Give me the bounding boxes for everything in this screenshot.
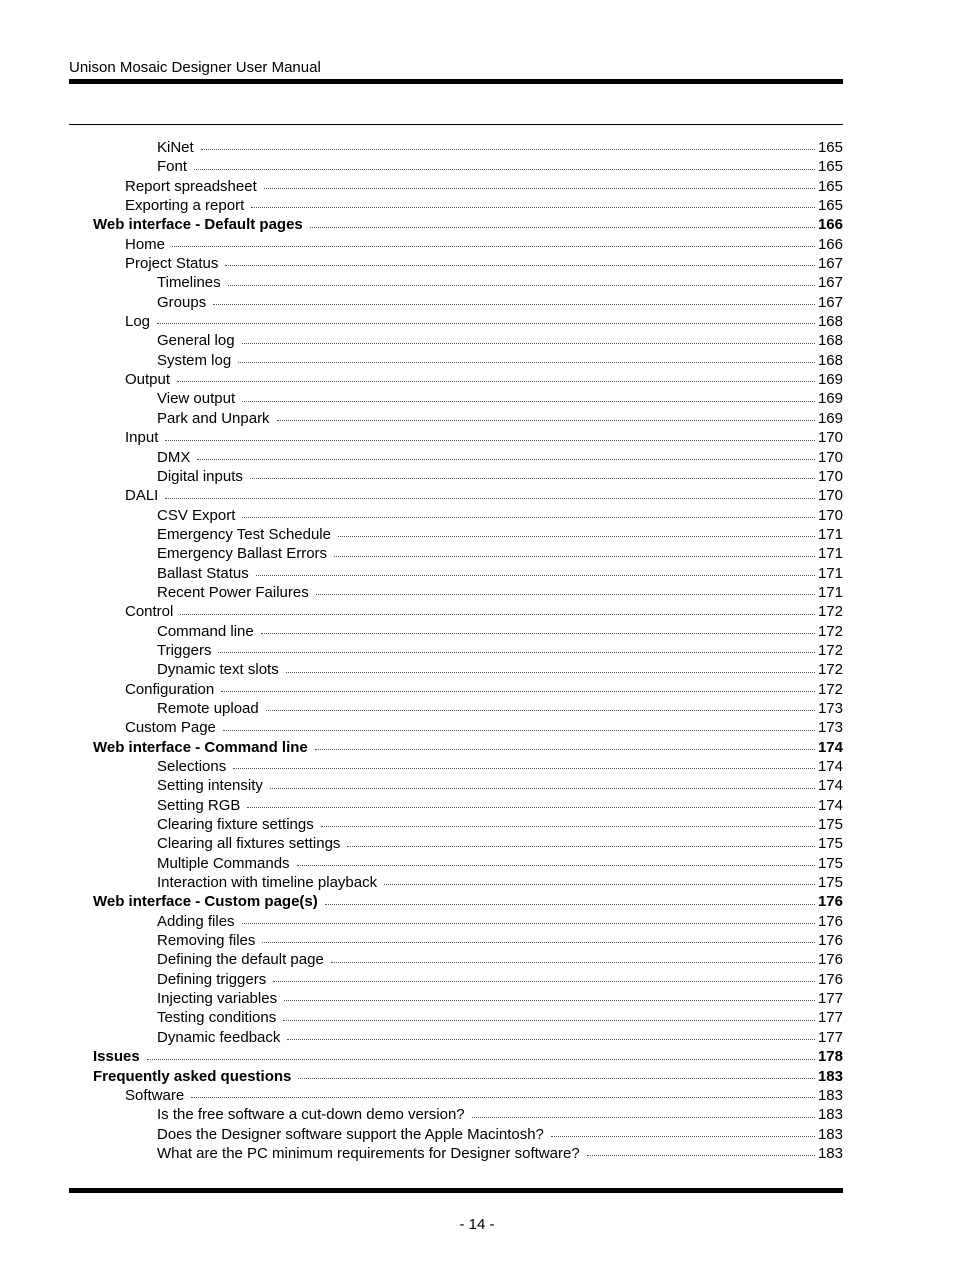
- toc-entry-label: Does the Designer software support the Apple Macintosh?: [157, 1125, 544, 1143]
- toc-entry-page: 177: [817, 1009, 843, 1027]
- toc-entry[interactable]: [0, 1125, 954, 1144]
- toc-entry-label: Custom Page: [125, 719, 216, 737]
- footer-rule: [69, 1188, 843, 1193]
- toc-entry-page: 167: [817, 255, 843, 273]
- toc-entry[interactable]: [0, 157, 954, 176]
- toc-entry-page: 165: [817, 197, 843, 215]
- toc-entry-page: 174: [817, 738, 843, 756]
- toc-entry-label: KiNet: [157, 139, 194, 156]
- toc-entry-page: 174: [817, 796, 843, 814]
- toc-entry[interactable]: [0, 467, 954, 486]
- toc-entry-label: Dynamic feedback: [157, 1028, 281, 1046]
- toc-entry-page: 178: [817, 1048, 843, 1066]
- toc-entry-page: 173: [817, 719, 843, 737]
- toc-entry-label: Removing files: [157, 932, 256, 950]
- toc-entry-page: 169: [817, 371, 843, 389]
- toc-entry-label: Park and Unpark: [157, 409, 270, 427]
- toc-entry[interactable]: [0, 1067, 954, 1086]
- toc-dot-leader: [315, 749, 815, 750]
- toc-entry-label: Groups: [157, 293, 207, 311]
- toc-dot-leader: [242, 401, 815, 402]
- toc-entry[interactable]: [0, 486, 954, 505]
- toc-entry-page: 170: [817, 487, 843, 505]
- toc-entry[interactable]: [0, 1086, 954, 1105]
- toc-entry-page: 169: [817, 409, 843, 427]
- toc-dot-leader: [298, 1078, 815, 1079]
- toc-entry[interactable]: [0, 757, 954, 776]
- toc-entry[interactable]: [0, 196, 954, 215]
- toc-entry-label: Software: [125, 1086, 185, 1104]
- toc-entry-page: 165: [817, 177, 843, 195]
- toc-entry-label: DMX: [157, 448, 191, 466]
- toc-entry-page: 168: [817, 351, 843, 369]
- toc-entry-label: Control: [125, 603, 174, 621]
- toc-dot-leader: [286, 672, 815, 673]
- toc-entry-page: 167: [817, 274, 843, 292]
- toc-entry-page: 183: [817, 1086, 843, 1104]
- toc-entry-label: Selections: [157, 758, 227, 775]
- toc-entry[interactable]: [0, 699, 954, 718]
- toc-entry[interactable]: [0, 738, 954, 757]
- toc-entry[interactable]: [0, 312, 954, 331]
- toc-entry-label: Clearing fixture settings: [157, 816, 314, 834]
- toc-entry-page: 174: [817, 758, 843, 775]
- toc-entry-label: Command line: [157, 622, 254, 640]
- toc-entry-page: 175: [817, 874, 843, 892]
- toc-entry-label: Adding files: [157, 912, 235, 930]
- toc-entry[interactable]: [0, 235, 954, 254]
- toc-entry-label: Web interface - Custom page(s): [93, 893, 318, 911]
- toc-dot-leader: [147, 1059, 815, 1060]
- toc-entry-label: Project Status: [125, 255, 219, 273]
- toc-dot-leader: [384, 884, 815, 885]
- toc-dot-leader: [238, 362, 815, 363]
- toc-entry[interactable]: [0, 293, 954, 312]
- toc-dot-leader: [233, 768, 815, 769]
- toc-dot-leader: [194, 169, 815, 170]
- toc-dot-leader: [283, 1020, 815, 1021]
- toc-entry[interactable]: [0, 892, 954, 911]
- toc-dot-leader: [347, 846, 815, 847]
- toc-entry[interactable]: [0, 177, 954, 196]
- toc-entry-page: 174: [817, 777, 843, 795]
- toc-entry-label: Report spreadsheet: [125, 177, 257, 195]
- toc-entry-page: 166: [817, 235, 843, 253]
- toc-entry-label: Timelines: [157, 274, 221, 292]
- toc-entry-label: Font: [157, 158, 188, 176]
- toc-entry[interactable]: [0, 912, 954, 931]
- toc-dot-leader: [157, 323, 815, 324]
- toc-entry-page: 176: [817, 951, 843, 969]
- toc-entry-label: Triggers: [157, 641, 212, 659]
- toc-entry[interactable]: [0, 351, 954, 370]
- toc-entry-label: Log: [125, 313, 151, 331]
- toc-entry-page: 170: [817, 506, 843, 524]
- toc-dot-leader: [251, 207, 815, 208]
- toc-entry-page: 172: [817, 680, 843, 698]
- toc-dot-leader: [321, 826, 815, 827]
- toc-dot-leader: [316, 594, 815, 595]
- toc-entry[interactable]: [0, 1028, 954, 1047]
- toc-entry-label: Ballast Status: [157, 564, 249, 582]
- toc-entry-page: 176: [817, 912, 843, 930]
- toc-dot-leader: [225, 265, 815, 266]
- toc-dot-leader: [262, 942, 815, 943]
- toc-entry[interactable]: [0, 931, 954, 950]
- toc-dot-leader: [297, 865, 815, 866]
- toc-dot-leader: [270, 788, 815, 789]
- toc-dot-leader: [551, 1136, 815, 1137]
- toc-entry[interactable]: [0, 873, 954, 892]
- toc-entry-label: Output: [125, 371, 171, 389]
- toc-entry-page: 170: [817, 429, 843, 447]
- toc-entry[interactable]: [0, 815, 954, 834]
- toc-entry-page: 168: [817, 313, 843, 331]
- toc-entry[interactable]: [0, 448, 954, 467]
- toc-entry-page: 173: [817, 699, 843, 717]
- toc-entry-label: System log: [157, 351, 232, 369]
- toc-entry-label: What are the PC minimum requirements for Designer software?: [157, 1144, 580, 1162]
- toc-entry-page: 171: [817, 545, 843, 563]
- toc-entry-label: Digital inputs: [157, 467, 243, 485]
- toc-entry[interactable]: [0, 776, 954, 795]
- toc-entry-label: Exporting a report: [125, 197, 245, 215]
- toc-dot-leader: [191, 1097, 815, 1098]
- toc-entry-label: Emergency Test Schedule: [157, 525, 331, 543]
- toc-entry-label: Configuration: [125, 680, 215, 698]
- toc-dot-leader: [247, 807, 815, 808]
- toc-entry-page: 183: [817, 1067, 843, 1085]
- toc-entry-label: DALI: [125, 487, 159, 505]
- toc-entry-label: General log: [157, 332, 235, 350]
- toc-entry-label: Home: [125, 235, 166, 253]
- toc-entry-page: 169: [817, 390, 843, 408]
- toc-entry-page: 172: [817, 622, 843, 640]
- toc-dot-leader: [223, 730, 815, 731]
- toc-dot-leader: [218, 652, 815, 653]
- toc-dot-leader: [197, 459, 815, 460]
- toc-dot-leader: [266, 710, 815, 711]
- toc-entry[interactable]: [0, 409, 954, 428]
- toc-dot-leader: [213, 304, 815, 305]
- toc-entry[interactable]: [0, 1105, 954, 1124]
- toc-entry-label: Setting intensity: [157, 777, 263, 795]
- toc-dot-leader: [242, 923, 815, 924]
- toc-entry-page: 176: [817, 932, 843, 950]
- toc-entry[interactable]: [0, 1008, 954, 1027]
- toc-entry[interactable]: [0, 331, 954, 350]
- toc-entry-page: 183: [817, 1144, 843, 1162]
- toc-entry[interactable]: [0, 680, 954, 699]
- toc-dot-leader: [325, 904, 815, 905]
- toc-entry-page: 183: [817, 1125, 843, 1143]
- toc-dot-leader: [338, 536, 815, 537]
- toc-dot-leader: [172, 246, 815, 247]
- toc-dot-leader: [256, 575, 815, 576]
- toc-entry[interactable]: [0, 950, 954, 969]
- toc-entry-label: Dynamic text slots: [157, 661, 279, 679]
- toc-entry[interactable]: [0, 660, 954, 679]
- toc-entry[interactable]: [0, 602, 954, 621]
- toc-entry-page: 166: [817, 216, 843, 234]
- toc-entry-page: 171: [817, 564, 843, 582]
- toc-dot-leader: [334, 556, 815, 557]
- toc-dot-leader: [277, 420, 815, 421]
- toc-entry[interactable]: [0, 1144, 954, 1163]
- toc-entry-label: Input: [125, 429, 159, 447]
- toc-dot-leader: [472, 1117, 815, 1118]
- toc-dot-leader: [177, 381, 815, 382]
- toc-entry-page: 165: [817, 139, 843, 156]
- toc-entry-page: 170: [817, 467, 843, 485]
- toc-entry[interactable]: [0, 970, 954, 989]
- toc-entry-label: View output: [157, 390, 236, 408]
- toc-entry[interactable]: [0, 989, 954, 1008]
- toc-dot-leader: [310, 227, 815, 228]
- toc-entry-label: Web interface - Default pages: [93, 216, 303, 234]
- toc-entry[interactable]: [0, 544, 954, 563]
- toc-dot-leader: [180, 614, 815, 615]
- toc-entry[interactable]: [0, 428, 954, 447]
- toc-entry[interactable]: [0, 564, 954, 583]
- toc-entry-page: 175: [817, 835, 843, 853]
- table-of-contents: [0, 138, 954, 1163]
- toc-entry[interactable]: [0, 834, 954, 853]
- toc-entry[interactable]: [0, 138, 954, 157]
- toc-entry[interactable]: [0, 854, 954, 873]
- toc-entry-page: 175: [817, 816, 843, 834]
- toc-entry-label: Issues: [93, 1048, 140, 1066]
- toc-entry-label: Emergency Ballast Errors: [157, 545, 328, 563]
- toc-entry-page: 168: [817, 332, 843, 350]
- toc-entry[interactable]: [0, 718, 954, 737]
- toc-entry-page: 165: [817, 158, 843, 176]
- toc-entry-label: Frequently asked questions: [93, 1067, 292, 1085]
- toc-entry[interactable]: [0, 273, 954, 292]
- toc-entry[interactable]: [0, 796, 954, 815]
- toc-dot-leader: [273, 981, 815, 982]
- toc-entry-label: Defining triggers: [157, 970, 267, 988]
- toc-entry-label: Setting RGB: [157, 796, 241, 814]
- toc-dot-leader: [228, 285, 815, 286]
- header-divider: [69, 124, 843, 125]
- toc-entry[interactable]: [0, 525, 954, 544]
- toc-dot-leader: [264, 188, 815, 189]
- toc-dot-leader: [201, 149, 815, 150]
- toc-entry-page: 172: [817, 661, 843, 679]
- toc-entry-page: 170: [817, 448, 843, 466]
- document-header-title: Unison Mosaic Designer User Manual: [69, 59, 321, 76]
- toc-entry[interactable]: [0, 622, 954, 641]
- toc-entry-label: Remote upload: [157, 699, 259, 717]
- toc-dot-leader: [250, 478, 815, 479]
- toc-entry[interactable]: [0, 370, 954, 389]
- toc-entry-page: 176: [817, 893, 843, 911]
- toc-entry-label: Interaction with timeline playback: [157, 874, 378, 892]
- toc-entry-page: 176: [817, 970, 843, 988]
- toc-dot-leader: [242, 343, 815, 344]
- toc-dot-leader: [165, 498, 815, 499]
- toc-dot-leader: [221, 691, 815, 692]
- toc-entry[interactable]: [0, 1047, 954, 1066]
- toc-entry[interactable]: [0, 506, 954, 525]
- toc-entry[interactable]: [0, 254, 954, 273]
- toc-entry-page: 171: [817, 583, 843, 601]
- toc-entry-label: Is the free software a cut-down demo version?: [157, 1106, 465, 1124]
- toc-entry-label: CSV Export: [157, 506, 236, 524]
- toc-entry-label: Recent Power Failures: [157, 583, 309, 601]
- toc-entry-label: Multiple Commands: [157, 854, 290, 872]
- toc-entry-page: 172: [817, 603, 843, 621]
- header-rule: [69, 79, 843, 84]
- toc-entry-page: 177: [817, 1028, 843, 1046]
- toc-entry-page: 167: [817, 293, 843, 311]
- toc-entry-label: Testing conditions: [157, 1009, 277, 1027]
- toc-entry[interactable]: [0, 583, 954, 602]
- toc-entry-label: Injecting variables: [157, 990, 278, 1008]
- toc-entry-label: Defining the default page: [157, 951, 324, 969]
- toc-entry-page: 172: [817, 641, 843, 659]
- toc-entry[interactable]: [0, 641, 954, 660]
- toc-dot-leader: [587, 1155, 815, 1156]
- toc-dot-leader: [287, 1039, 815, 1040]
- toc-entry-page: 171: [817, 525, 843, 543]
- toc-entry-page: 183: [817, 1106, 843, 1124]
- toc-dot-leader: [331, 962, 815, 963]
- toc-entry[interactable]: [0, 389, 954, 408]
- toc-dot-leader: [261, 633, 815, 634]
- page-number: - 14 -: [459, 1216, 495, 1233]
- toc-entry-page: 177: [817, 990, 843, 1008]
- toc-entry-label: Clearing all fixtures settings: [157, 835, 341, 853]
- toc-entry[interactable]: [0, 215, 954, 234]
- toc-dot-leader: [165, 440, 815, 441]
- toc-dot-leader: [242, 517, 815, 518]
- toc-entry-page: 175: [817, 854, 843, 872]
- toc-entry-label: Web interface - Command line: [93, 738, 308, 756]
- toc-dot-leader: [284, 1000, 815, 1001]
